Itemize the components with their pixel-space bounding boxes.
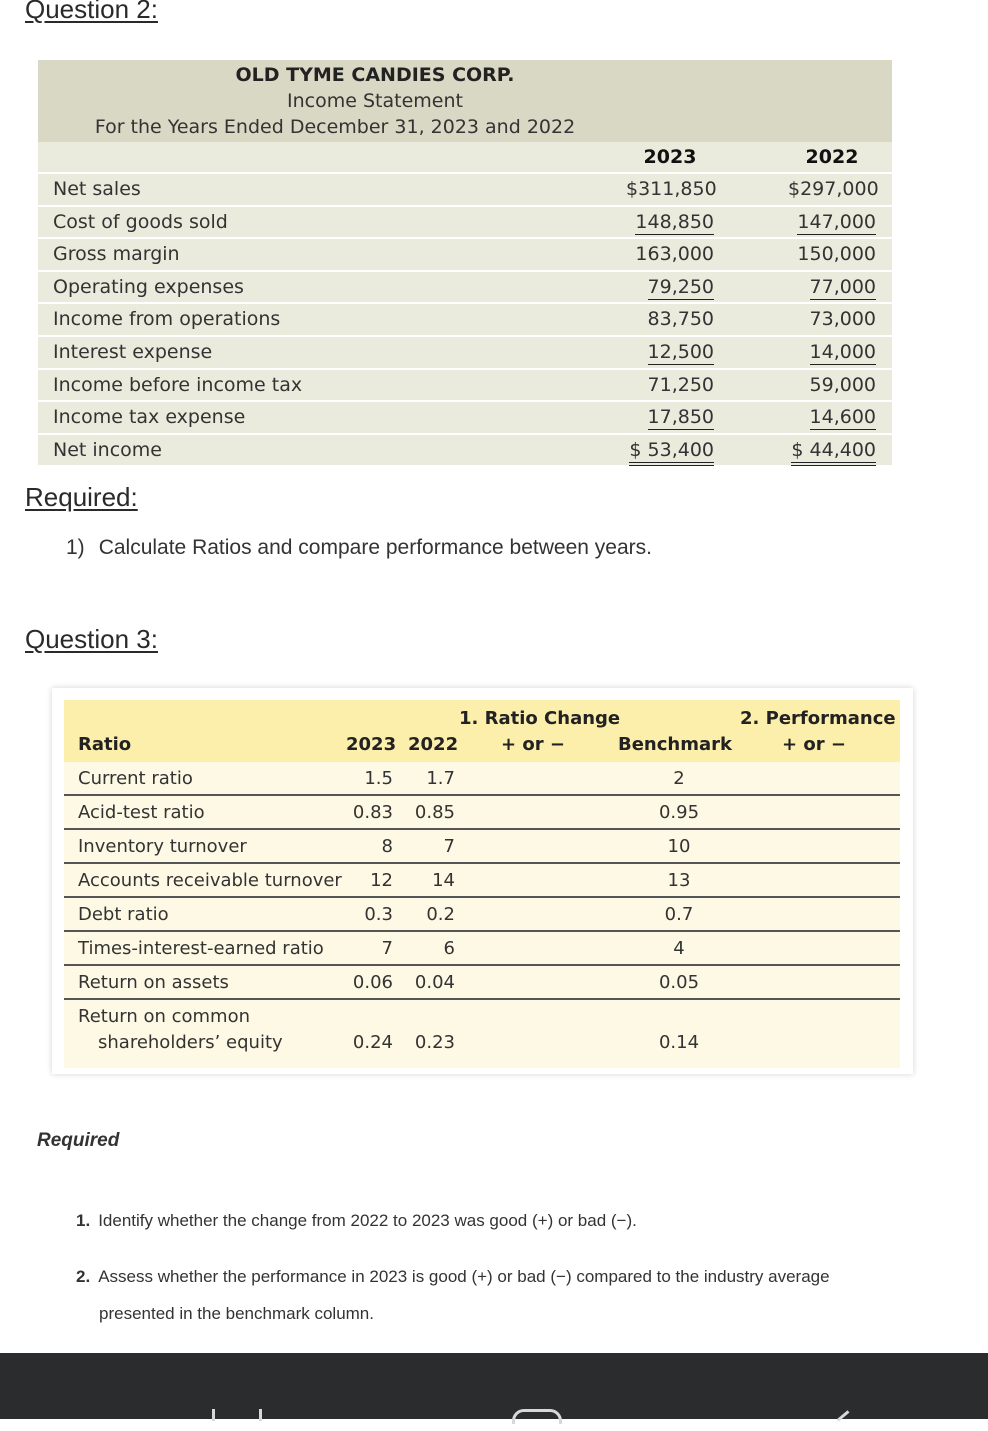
ratio-2023: 0.83 <box>352 802 393 823</box>
home-icon[interactable] <box>512 1409 562 1424</box>
year-2023-col-header: 2023 <box>346 734 397 755</box>
instruction-text: Assess whether the performance in 2023 is good (+) or bad (−) compared to the industry average <box>98 1267 830 1286</box>
ratio-benchmark: 0.7 <box>664 904 694 925</box>
ratio-label: Current ratio <box>78 768 193 789</box>
ratio-2023: 0.06 <box>352 972 393 993</box>
ratio-2022: 0.2 <box>426 904 455 925</box>
row-label: Income from operations <box>53 308 281 331</box>
ratio-2023: 12 <box>370 870 393 891</box>
instruction-number: 2. <box>76 1267 91 1286</box>
ratio-2022: 14 <box>432 870 455 891</box>
year-2023-header: 2023 <box>643 146 697 168</box>
instruction-number: 1. <box>76 1211 91 1230</box>
value-2023: 79,250 <box>647 275 714 298</box>
statement-period: For the Years Ended December 31, 2023 and 2022 <box>94 116 576 138</box>
ratio-table <box>64 700 900 1068</box>
value-2022: 73,000 <box>809 308 876 331</box>
benchmark-col-header: Benchmark <box>618 734 732 755</box>
ratio-2023: 0.3 <box>364 904 393 925</box>
table-row <box>38 207 892 240</box>
value-2022: 59,000 <box>809 373 876 396</box>
ratio-label: Acid-test ratio <box>78 802 205 823</box>
ratio-benchmark: 13 <box>667 870 691 891</box>
ratio-label: Accounts receivable turnover <box>78 870 342 891</box>
table-row <box>38 435 892 468</box>
task-text: Calculate Ratios and compare performance between years. <box>98 536 652 559</box>
ratio-benchmark: 0.95 <box>658 802 700 823</box>
ratio-benchmark: 10 <box>667 836 691 857</box>
system-navigation-bar <box>0 1353 988 1419</box>
ratio-change-sign-header: + or − <box>501 734 565 755</box>
question-3-heading: Question 3: <box>25 624 158 654</box>
value-2023: 83,750 <box>647 308 714 331</box>
ratio-2022: 0.04 <box>414 972 455 993</box>
ratio-row <box>64 932 900 966</box>
row-label: Interest expense <box>53 340 213 363</box>
ratio-benchmark: 0.14 <box>658 1032 700 1053</box>
value-2023: 12,500 <box>647 340 714 363</box>
ratio-table-header <box>64 700 900 762</box>
table-row <box>38 272 892 305</box>
row-label: Income tax expense <box>53 406 246 429</box>
company-name: OLD TYME CANDIES CORP. <box>235 64 515 86</box>
value-2023: 163,000 <box>635 243 714 266</box>
ratio-row <box>64 1000 900 1068</box>
ratio-benchmark: 0.05 <box>658 972 700 993</box>
ratio-row <box>64 762 900 796</box>
ratio-label: Return on assets <box>78 972 229 993</box>
recent-apps-icon[interactable] <box>212 1409 262 1421</box>
value-2023: $311,850 <box>626 178 717 200</box>
row-label: Cost of goods sold <box>53 210 228 233</box>
row-label: Income before income tax <box>53 373 303 396</box>
year-2022-col-header: 2022 <box>408 734 459 755</box>
row-label: Gross margin <box>53 243 180 266</box>
ratio-row <box>64 830 900 864</box>
ratio-2022: 6 <box>443 938 455 959</box>
ratio-label: Debt ratio <box>78 904 169 925</box>
value-2022: 150,000 <box>797 243 876 266</box>
year-header-row <box>38 142 892 174</box>
value-2022: $297,000 <box>788 178 879 200</box>
ratio-row <box>64 898 900 932</box>
statement-title: Income Statement <box>287 90 463 112</box>
value-2022: 14,000 <box>809 340 876 363</box>
question-2-heading: Question 2: <box>25 0 158 24</box>
row-label: Net sales <box>53 178 141 200</box>
ratio-label: Return on common <box>78 1006 250 1027</box>
ratio-2022: 7 <box>443 836 455 857</box>
back-icon[interactable] <box>837 1410 857 1430</box>
table-row <box>38 239 892 272</box>
ratio-2023: 1.5 <box>364 768 393 789</box>
ratio-change-col-header: 1. Ratio Change <box>459 708 621 729</box>
value-2023: $ 53,400 <box>629 439 714 466</box>
required-heading: Required: <box>25 482 138 512</box>
ratio-benchmark: 4 <box>673 938 685 959</box>
ratio-2022: 1.7 <box>426 768 455 789</box>
ratio-label: Inventory turnover <box>78 836 247 857</box>
ratio-col-header: Ratio <box>78 734 132 755</box>
value-2023: 148,850 <box>635 210 714 233</box>
income-statement <box>38 60 892 467</box>
ratio-2023: 0.24 <box>352 1032 393 1053</box>
task-item <box>66 536 652 560</box>
table-row <box>38 370 892 403</box>
performance-col-header: 2. Performance <box>740 708 896 729</box>
value-2023: 17,850 <box>647 406 714 429</box>
ratio-2023: 8 <box>381 836 393 857</box>
table-row <box>38 337 892 370</box>
ratio-benchmark: 2 <box>673 768 685 789</box>
value-2022: 147,000 <box>797 210 876 233</box>
table-row <box>38 304 892 337</box>
instruction-2 <box>76 1258 926 1332</box>
instruction-text-continued: presented in the benchmark column. <box>99 1304 374 1323</box>
required-label: Required <box>37 1130 120 1151</box>
value-2022: 14,600 <box>809 406 876 429</box>
row-label: Net income <box>53 438 162 461</box>
ratio-row <box>64 796 900 830</box>
table-row <box>38 174 892 207</box>
value-2023: 71,250 <box>647 373 714 396</box>
income-statement-header <box>38 60 892 142</box>
ratio-2022: 0.85 <box>414 802 455 823</box>
ratio-row <box>64 864 900 898</box>
ratio-row <box>64 966 900 1000</box>
ratio-label: Times-interest-earned ratio <box>78 938 324 959</box>
performance-sign-header: + or − <box>782 734 846 755</box>
row-label: Operating expenses <box>53 275 244 298</box>
ratio-2022: 0.23 <box>414 1032 455 1053</box>
table-row <box>38 402 892 435</box>
value-2022: 77,000 <box>809 275 876 298</box>
instruction-text: Identify whether the change from 2022 to 2023 was good (+) or bad (−). <box>98 1211 637 1230</box>
value-2022: $ 44,400 <box>791 439 876 466</box>
task-number: 1) <box>66 536 85 559</box>
instruction-1 <box>76 1202 637 1239</box>
year-2022-header: 2022 <box>805 146 859 168</box>
ratio-2023: 7 <box>381 938 393 959</box>
ratio-label-continued: shareholders’ equity <box>98 1032 283 1053</box>
